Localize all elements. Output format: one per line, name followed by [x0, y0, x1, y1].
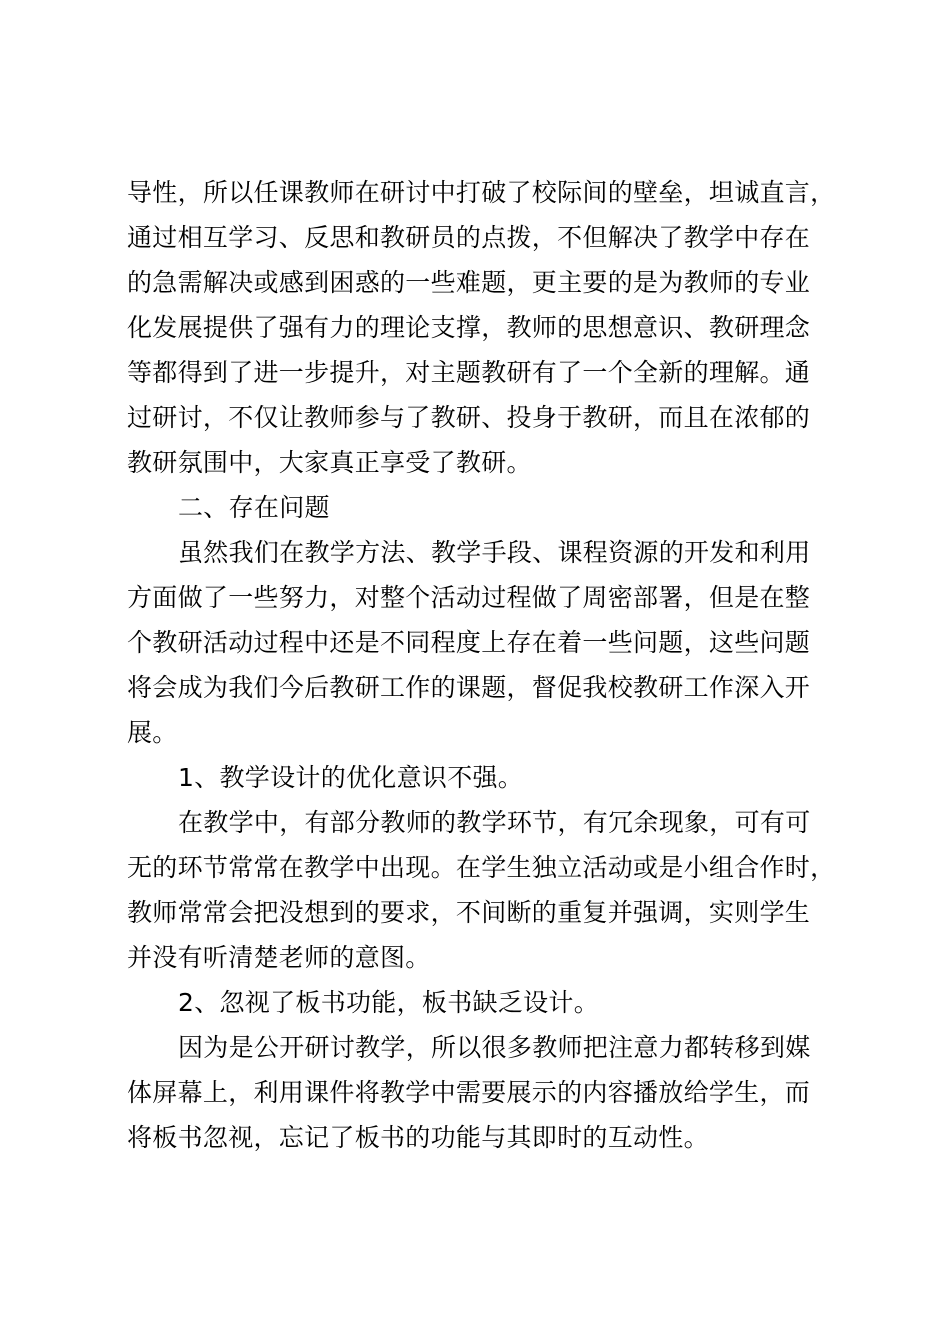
text-line: 将板书忽视，忘记了板书的功能与其即时的互动性。 — [127, 1123, 709, 1152]
text-line: 导性，所以任课教师在研讨中打破了校际间的壁垒，坦诚直言， — [127, 178, 836, 207]
text-line: 体屏幕上，利用课件将教学中需要展示的内容播放给学生，而 — [127, 1078, 811, 1107]
text-line: 方面做了一些努力，对整个活动过程做了周密部署，但是在整 — [127, 583, 811, 612]
text-line: 并没有听清楚老师的意图。 — [127, 943, 431, 972]
section-heading: 二、存在问题 — [178, 493, 330, 522]
text-line: 过研讨，不仅让教师参与了教研、投身于教研，而且在浓郁的 — [127, 403, 811, 432]
text-line: 教研氛围中，大家真正享受了教研。 — [127, 448, 532, 477]
subheading: 2、忽视了板书功能，板书缺乏设计。 — [178, 988, 600, 1017]
text-line: 个教研活动过程中还是不同程度上存在着一些问题，这些问题 — [127, 628, 811, 657]
text-line: 的急需解决或感到困惑的一些难题，更主要的是为教师的专业 — [127, 268, 811, 297]
text-line: 化发展提供了强有力的理论支撑，教师的思想意识、教研理念 — [127, 313, 811, 342]
subheading: 1、教学设计的优化意识不强。 — [178, 763, 524, 792]
text-line: 通过相互学习、反思和教研员的点拨，不但解决了教学中存在 — [127, 223, 811, 252]
text-line: 展。 — [127, 718, 178, 747]
text-line: 虽然我们在教学方法、教学手段、课程资源的开发和利用 — [178, 538, 811, 567]
text-line: 将会成为我们今后教研工作的课题，督促我校教研工作深入开 — [127, 673, 811, 702]
text-line: 等都得到了进一步提升，对主题教研有了一个全新的理解。通 — [127, 358, 811, 387]
text-line: 教师常常会把没想到的要求，不间断的重复并强调，实则学生 — [127, 898, 811, 927]
text-line: 无的环节常常在教学中出现。在学生独立活动或是小组合作时， — [127, 853, 836, 882]
text-line: 在教学中，有部分教师的教学环节，有冗余现象，可有可 — [178, 808, 811, 837]
text-line: 因为是公开研讨教学，所以很多教师把注意力都转移到媒 — [178, 1033, 811, 1062]
